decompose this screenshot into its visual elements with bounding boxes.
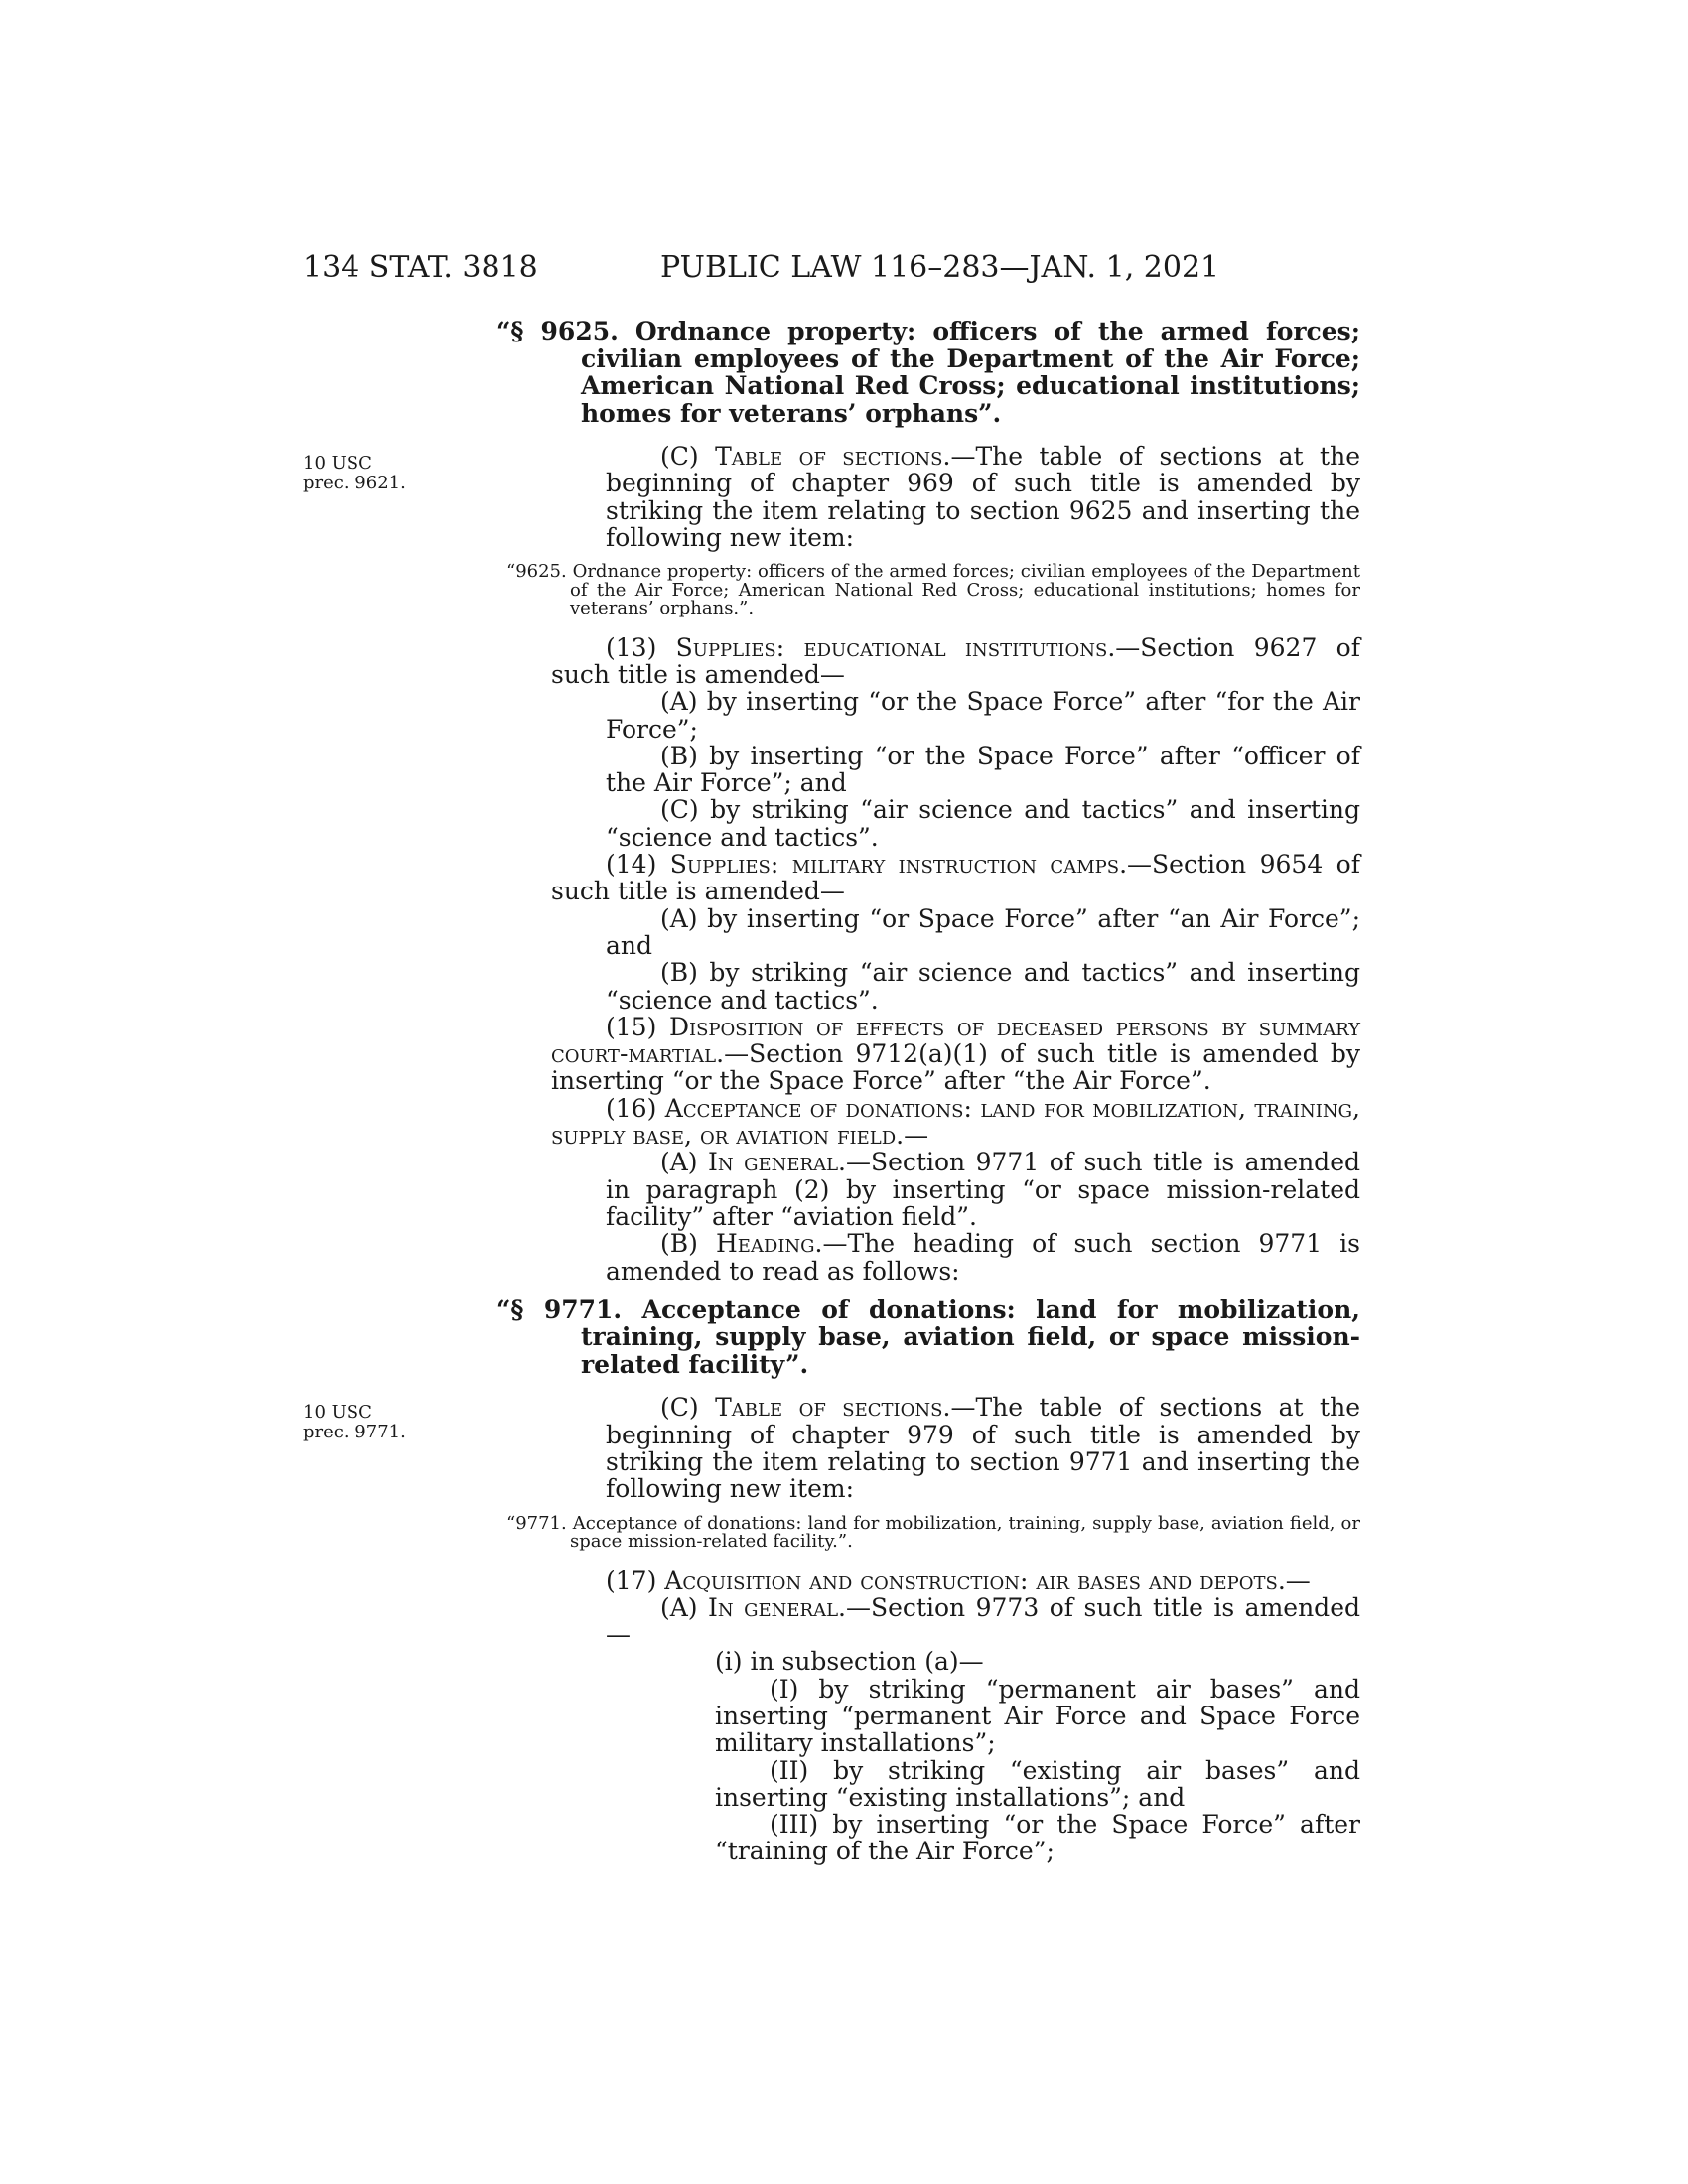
paragraph — [551, 1230, 1360, 1285]
section-heading-9625 — [496, 318, 1360, 427]
paragraph — [551, 443, 1360, 551]
paragraph-label: (15) Disposition of effects of deceased persons by summary court-martial.— — [551, 1012, 1360, 1069]
paragraph-label: (14) Supplies: military instruction camps.— — [606, 850, 1153, 880]
paragraph-label: (16) Acceptance of donations: land for mobilization, training, supply base, or aviation field.— — [551, 1093, 1360, 1151]
margin-note-9771 — [303, 1403, 406, 1442]
paragraph: (I) by striking “permanent air bases” and inserting “permanent Air Force and Space Force military installations”; — [715, 1674, 1360, 1758]
paragraph-label: (C) Table of sections.— — [660, 1393, 976, 1423]
paragraph-label: (13) Supplies: educational institutions.— — [606, 632, 1141, 662]
paragraph-label: (A) In general.— — [660, 1592, 872, 1622]
margin-note-line: 10 USC — [303, 1402, 372, 1423]
section-title: Acceptance of donations: land for mobilization, training, supply base, aviation field, or space mission-related facility”. — [581, 1295, 1360, 1379]
margin-note-line: 10 USC — [303, 453, 372, 474]
table-of-sections-item — [506, 563, 1360, 618]
paragraph-text: Section 9654 of such title is amended— — [551, 850, 1360, 906]
paragraph: (II) by striking “existing air bases” and inserting “existing installations”; and — [715, 1755, 1360, 1812]
paragraph: (A) by inserting “or the Space Force” after “for the Air Force”; — [606, 687, 1360, 744]
paragraph: (C) by striking “air science and tactics” and inserting “science and tactics”. — [606, 795, 1360, 852]
paragraph: (i) in subsection (a)— — [715, 1647, 984, 1677]
section-number: “§ 9625. — [496, 317, 619, 345]
paragraph-text: Section 9771 of such title is amended in paragraph (2) by inserting “or space mission-related facility” after “aviation field”. — [606, 1148, 1360, 1231]
table-item-text: “9625. Ordnance property: officers of the armed forces; civilian employees of the Department of the Air Force; American National Red Cross; educational institutions; homes for veterans’ orphans.”. — [506, 561, 1360, 619]
stat-page-number: 134 STAT. 3818 — [303, 250, 538, 285]
paragraph-text: Section 9712(a)(1) of such title is amended by inserting “or the Space Force” after “the Air Force”. — [551, 1039, 1360, 1096]
paragraph — [551, 851, 1360, 905]
margin-note-line: prec. 9771. — [303, 1422, 406, 1442]
paragraph-label: (C) Table of sections.— — [660, 442, 976, 471]
paragraph-text: The table of sections at the beginning of chapter 979 of such title is amended by striking the item relating to section 9771 and inserting the following new item: — [606, 1393, 1360, 1504]
section-number: “§ 9771. — [496, 1295, 623, 1324]
paragraph: (B) by striking “air science and tactics” and inserting “science and tactics”. — [606, 958, 1360, 1015]
paragraph — [551, 1149, 1360, 1230]
paragraph: (B) by inserting “or the Space Force” after “officer of the Air Force”; and — [606, 741, 1360, 798]
paragraph-text: The table of sections at the beginning of chapter 969 of such title is amended by striking the item relating to section 9625 and inserting the following new item: — [606, 442, 1360, 552]
paragraph-text: The heading of such section 9771 is amended to read as follows: — [606, 1229, 1361, 1286]
margin-note-line: prec. 9621. — [303, 473, 406, 493]
margin-note-9621 — [303, 454, 406, 493]
paragraph: (III) by inserting “or the Space Force” after “training of the Air Force”; — [715, 1810, 1360, 1866]
paragraph: (A) by inserting “or Space Force” after “an Air Force”; and — [606, 903, 1360, 960]
section-heading-9771 — [496, 1297, 1360, 1379]
paragraph — [551, 1594, 1360, 1649]
paragraph — [551, 1014, 1360, 1095]
document-body — [496, 316, 1361, 1866]
paragraph-text: Section 9773 of such title is amended— — [606, 1592, 1360, 1650]
paragraph — [551, 1394, 1360, 1502]
paragraph-text: Section 9627 of such title is amended— — [551, 632, 1360, 689]
table-item-text: “9771. Acceptance of donations: land for mobilization, training, supply base, aviation field, or space mission-related facility.”. — [506, 1512, 1360, 1552]
paragraph — [551, 1095, 1360, 1150]
running-title: PUBLIC LAW 116–283—JAN. 1, 2021 — [660, 250, 1220, 285]
paragraph — [551, 634, 1360, 689]
paragraph-label: (17) Acquisition and construction: air bases and depots.— — [606, 1566, 1311, 1595]
paragraph-label: (B) Heading.— — [660, 1229, 848, 1259]
section-title: Ordnance property: officers of the armed forces; civilian employees of the Department of the Air Force; American National Red Cross; educational institutions; homes for veterans’ orphans”. — [581, 317, 1360, 428]
paragraph — [551, 1568, 1360, 1594]
table-of-sections-item — [506, 1512, 1360, 1552]
paragraph-label: (A) In general.— — [660, 1148, 872, 1177]
